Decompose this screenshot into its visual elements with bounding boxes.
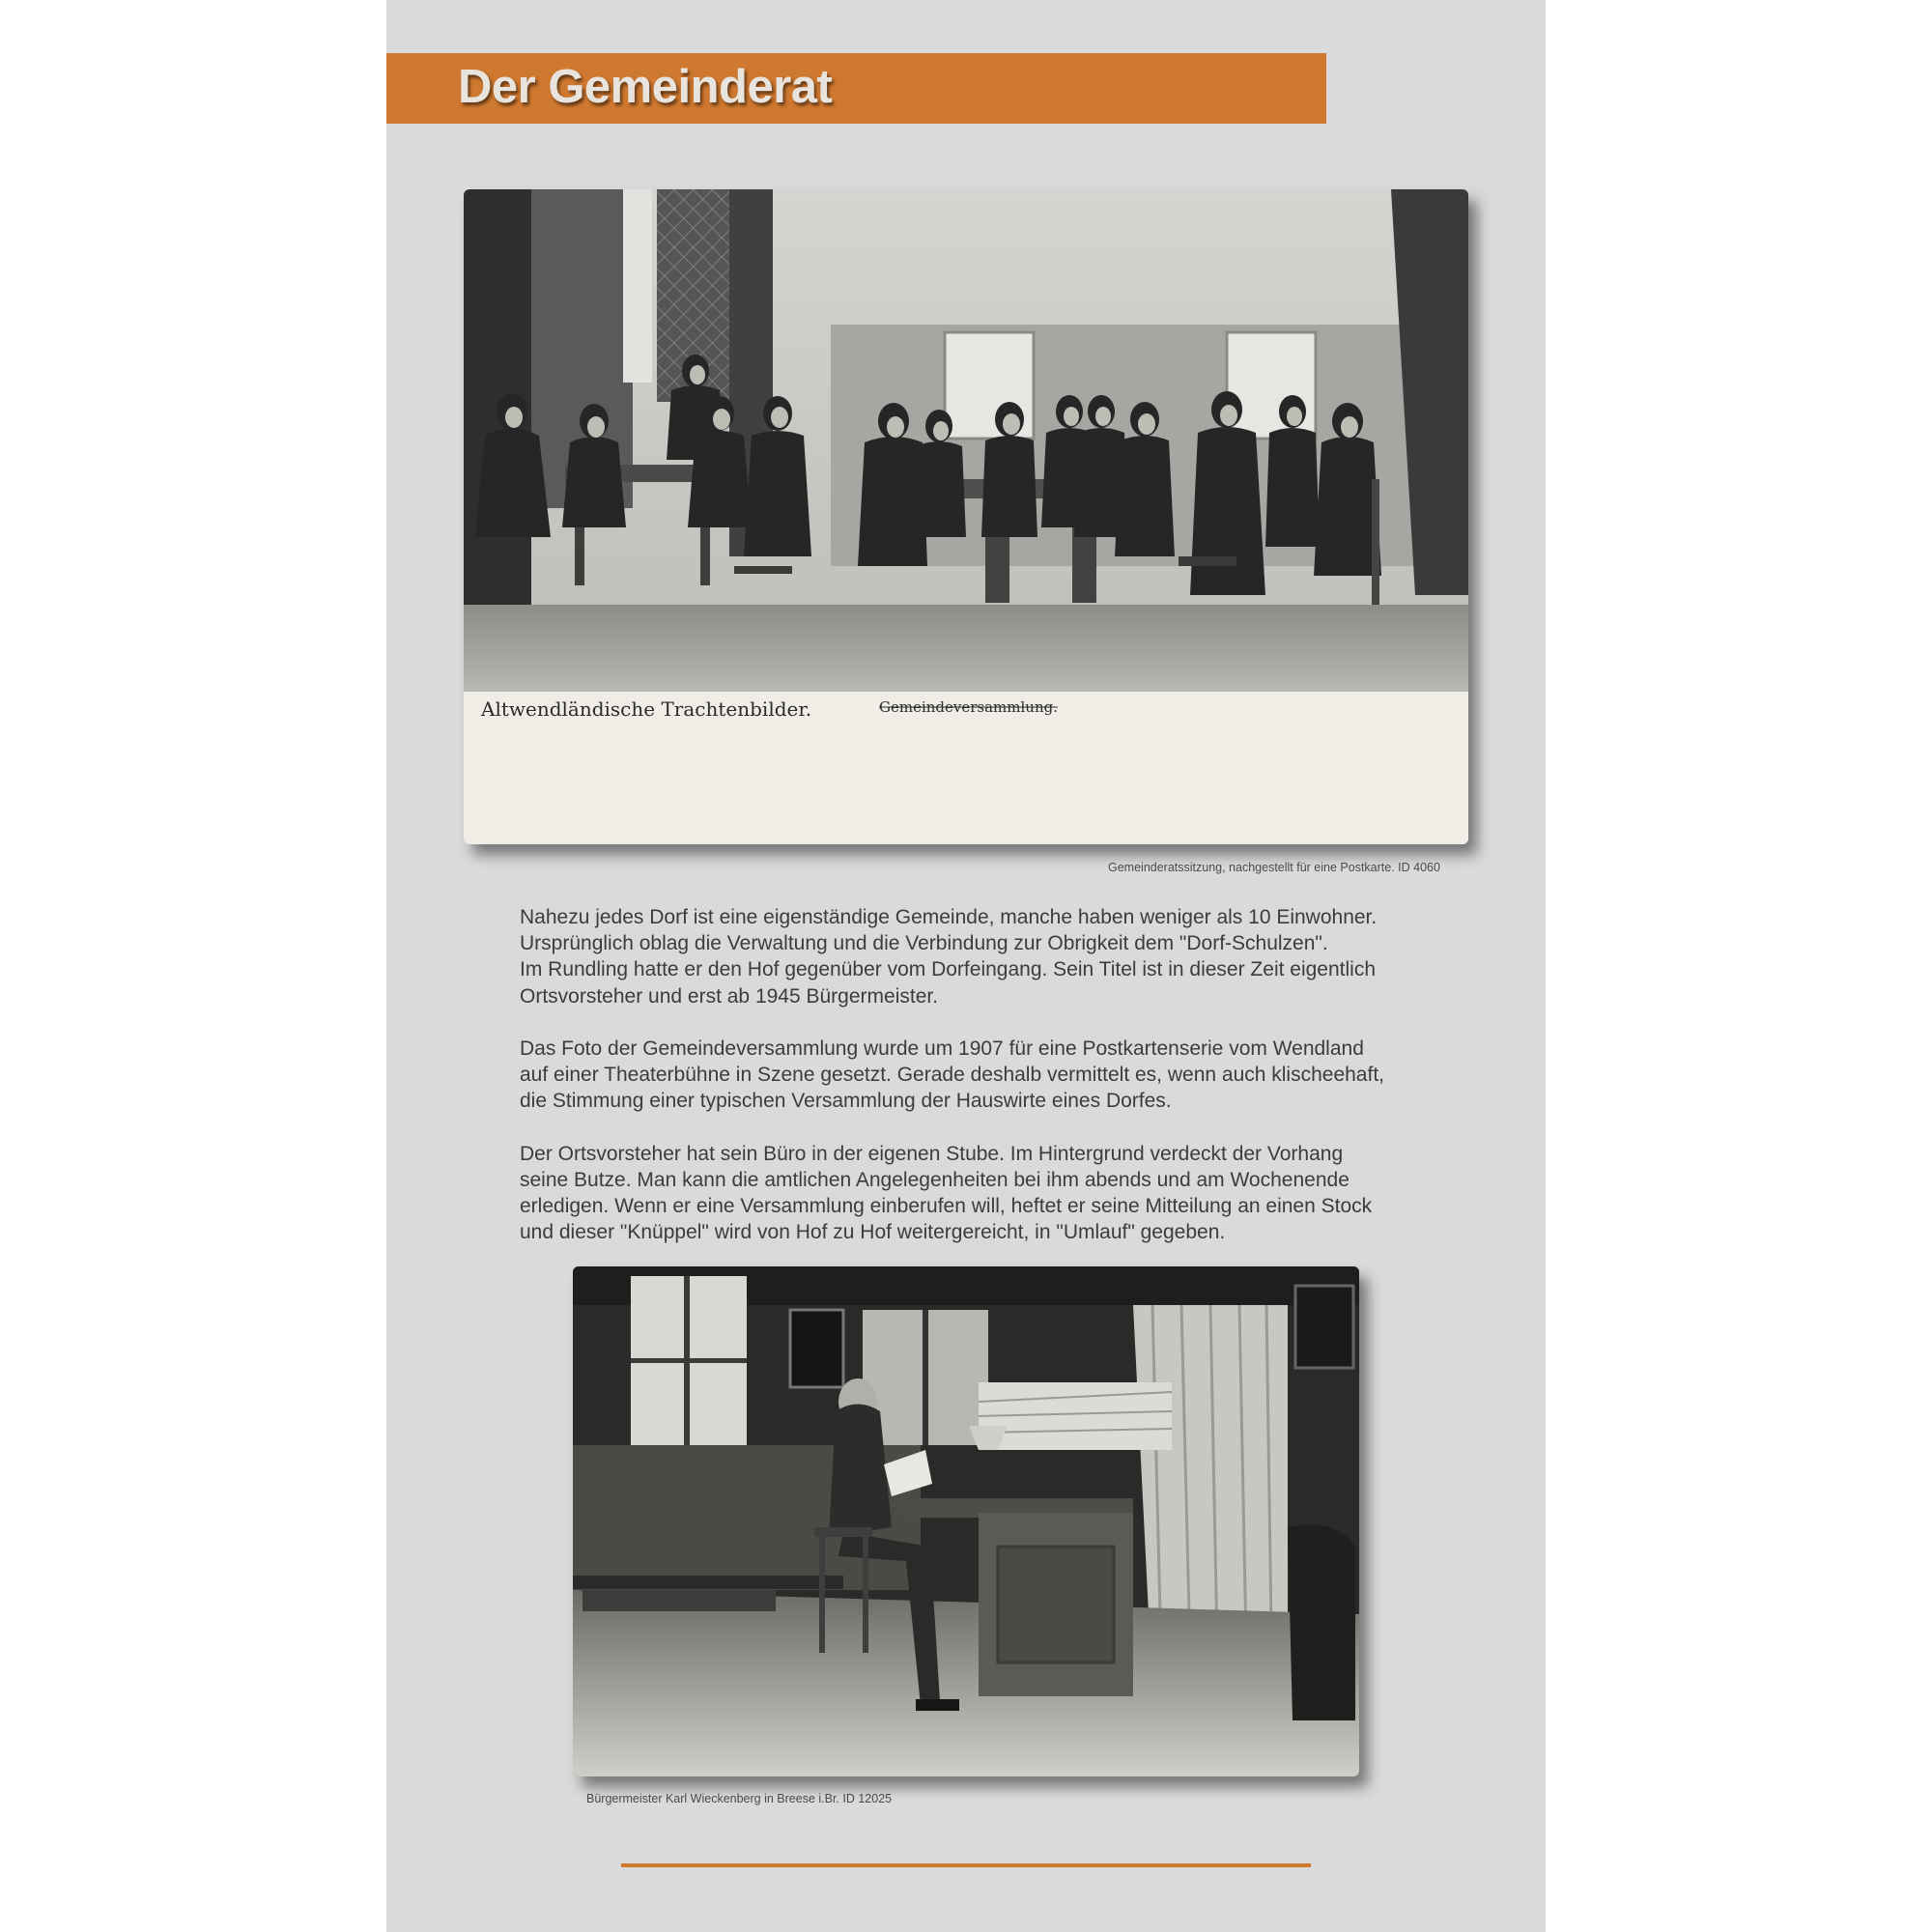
caption-bottom-photo: Bürgermeister Karl Wieckenberg in Breese i.Br. ID 12025 [586, 1792, 893, 1805]
caption-top-photo: Gemeinderatssitzung, nachgestellt für eine Postkarte. ID 4060 [1108, 861, 1440, 874]
paragraph-1: Nahezu jedes Dorf ist eine eigenständige Gemeinde, manche haben weniger als 10 Einwohner. Ursprünglich oblag die Verwaltung und die Verbindung zur Obrigkeit dem "Dorf-Schulzen". Im Rundling hatte er den Hof gegenüber vom Dorfeingang. Sein Titel ist in dieser Zeit eigentlich Ortsvorsteher und erst ab 1945 Bürgermeister. [520, 906, 1378, 1008]
mayor-office-photo [573, 1266, 1359, 1776]
postcard-series-text: Altwendländische Trachtenbilder. [481, 697, 812, 721]
council-meeting-postcard-photo [464, 189, 1468, 844]
paragraph-3: Der Ortsvorsteher hat sein Büro in der eigenen Stube. Im Hintergrund verdeckt der Vorhang seine Butze. Man kann die amtlichen Angelegenheiten bei ihm abends und am Wochenende erledigen. Wenn er eine Versammlung einberufen will, heftet er seine Mitteilung an einen Stock und dieser "Knüppel" wird von Hof zu Hof weitergereicht, in "Umlauf" gegeben. [520, 1142, 1373, 1244]
page-title: Der Gemeinderat [458, 61, 833, 113]
body-text [520, 904, 1495, 1272]
paragraph-2: Das Foto der Gemeindeversammlung wurde um 1907 für eine Postkartenserie vom Wendland auf einer Theaterbühne in Szene gesetzt. Gerade deshalb vermittelt es, wenn auch klischeehaft, die Stimmung einer typischen Versammlung der Hauswirte eines Dorfes. [520, 1037, 1384, 1113]
bottom-divider [621, 1863, 1311, 1867]
postcard-title-text: Gemeindeversammlung. [879, 698, 1058, 716]
